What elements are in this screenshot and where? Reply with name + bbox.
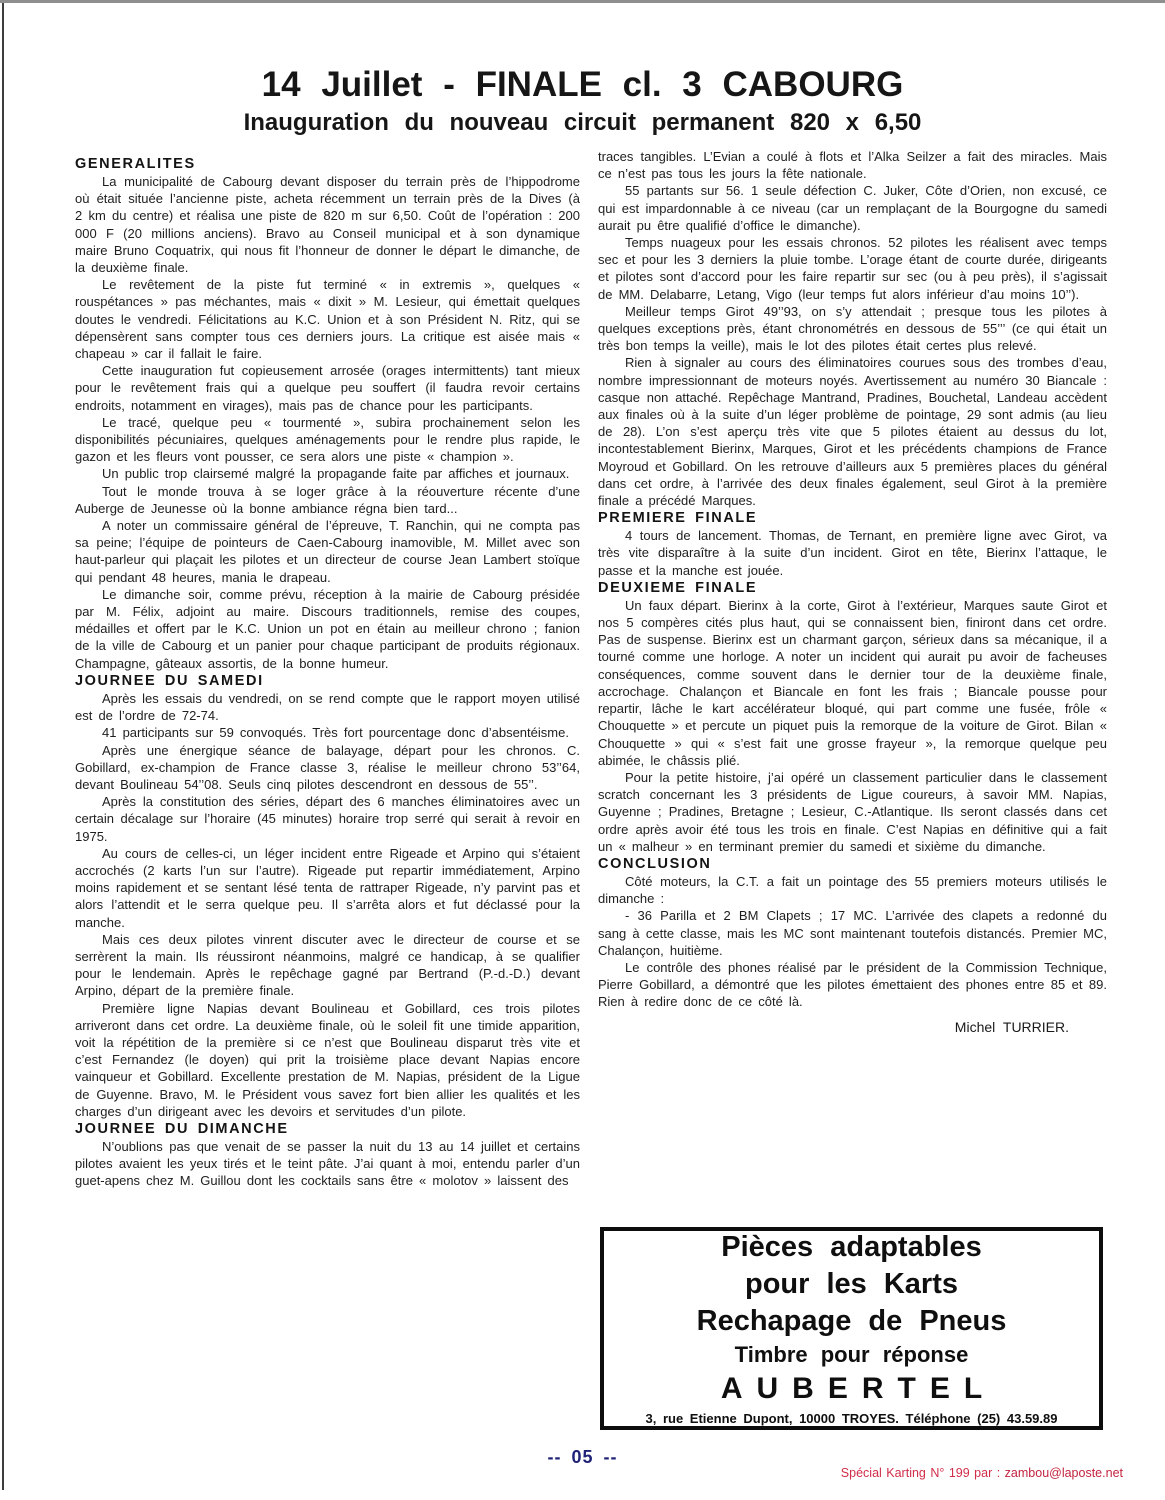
body-paragraph: La municipalité de Cabourg devant disposer du terrain près de l’hippodrome où était située l’ancienne piste, acheta récemment un terrain près de la Dives (à 2 km du centre) et réalisa une piste de 820 m sur 6,50. Coût de l’opération : 200 000 F (20 millions anciens). Bravo au Conseil municipal et à son dynamique maire Bruno Coquatrix, qui nous fit l’honneur de donner le départ le dimanche, de la deuxième finale. (75, 174, 580, 276)
author-signature: Michel TURRIER. (954, 1018, 1069, 1035)
page-number: -- 05 -- (547, 1447, 618, 1467)
credit-email: zambou@laposte.net (1004, 1466, 1123, 1480)
scan-credit (841, 1466, 1123, 1480)
body-paragraph: traces tangibles. L’Evian a coulé à flots et l’Alka Seilzer a fait des miracles. Mais ce n’est pas tous les jours la fête nationale. (598, 149, 1107, 182)
body-paragraph: Meilleur temps Girot 49’’93, on s’y attendait ; presque tous les pilotes à quelques exceptions près, étant chronométrés en dessous de 55’’’ (ce qui était un très bon temps la veille), mais le lot des pilotes était certes plus relevé. (598, 303, 1107, 354)
section-heading: DEUXIEME FINALE (598, 579, 758, 596)
body-paragraph: Le tracé, quelque peu « tourmenté », subira prochainement selon les disponibilités pécuniaires, quelques aménagements pour le rendre plus rapide, le gazon et les fleurs vont pousser, ce sera alors une piste « champion ». (75, 414, 580, 465)
ad-line-rechapage: Rechapage de Pneus (696, 1304, 1007, 1337)
ad-line-karts: pour les Karts (745, 1267, 958, 1300)
ad-line-timbre: Timbre pour réponse (734, 1341, 969, 1367)
right-column-blocks (598, 148, 1107, 1011)
section-heading: JOURNEE DU DIMANCHE (75, 1120, 289, 1137)
article-header (0, 64, 1165, 138)
body-paragraph: Tout le monde trouva à se loger grâce à la réouverture récente d’une Auberge de Jeunesse où la bonne ambiance régna bien tard... (75, 483, 580, 516)
page-title: 14 Juillet - FINALE cl. 3 CABOURG (261, 65, 904, 104)
section-heading: CONCLUSION (598, 855, 712, 872)
body-paragraph: 55 partants sur 56. 1 seule défection C. Juker, Côte d’Orien, non excusé, ce qui est impardonnable à ce niveau (car un remplaçant de la Bourgogne du samedi aurait pu être qualifié d’office le dimanche). (598, 183, 1107, 233)
body-paragraph: Le revêtement de la piste fut terminé « in extremis », quelques « rouspétances » pas méchantes, mais « dixit » M. Lesieur, qui émettait quelques doutes le vendredi. Félicitations au K.C. Union et à son Président N. Ritz, qui se dépensèrent sans compter tous ces derniers jours. La critique est aisée mais « chapeau » car il fallait le faire. (75, 277, 580, 362)
aubertel-ad-box (600, 1227, 1103, 1430)
body-paragraph: Après la constitution des séries, départ des 6 manches éliminatoires avec un certain décalage sur l’horaire (45 minutes) horaire trop serré qui serait à revoir en 1975. (75, 794, 580, 844)
body-paragraph: Côté moteurs, la C.T. a fait un pointage des 55 premiers moteurs utilisés le dimanche : (598, 873, 1107, 907)
body-paragraph: Mais ces deux pilotes vinrent discuter avec le directeur de course et se serrèrent la main. Ils réussiront néanmoins, malgré ce handicap, à se qualifier pour le lendemain. Après le repêchage gagné par Bertrand (P.-d.-D.) devant Arpino, départ de la première finale. (75, 931, 580, 999)
section-heading: GENERALITES (75, 156, 196, 172)
body-paragraph: Le dimanche soir, comme prévu, réception à la mairie de Cabourg présidée par M. Félix, adjoint au maire. Discours traditionnels, remise des coupes, médailles et offert par le K.C. Union un pot en étain au meilleur chrono ; fanion de la ville de Cabourg et un panier pour chaque participant de produits régionaux. Champagne, gâteaux assortis, de la bonne humeur. (75, 586, 580, 671)
scan-edge-left (2, 3, 4, 1490)
body-paragraph: Cette inauguration fut copieusement arrosée (orages intermittents) tant mieux pour le revêtement frais qui a quelque peu souffert (il faudra revoir certains endroits, notamment en virages), mais pas de chance pour les participants. (75, 363, 580, 413)
body-paragraph: N’oublions pas que venait de se passer la nuit du 13 au 14 juillet et certains pilotes avaient les yeux tirés et le teint pâte. J’ai quant à moi, entendu parler d’un guet-apens chez M. Guillou dont les cocktails sans être « molotov » laissent des (75, 1138, 580, 1189)
ad-line-pieces: Pièces adaptables (721, 1230, 982, 1263)
right-column (598, 148, 1107, 1035)
ad-brand-name: AUBERTEL (720, 1371, 997, 1405)
body-paragraph: Un faux départ. Bierinx à la corte, Girot à l’extérieur, Marques saute Girot et nos 5 compères cités plus haut, qui se connaissent bien, finiront dans cet ordre. Pas de suspense. Bierinx est un charmant garçon, sérieux dans sa mécanique, il a tourné comme une horloge. A noter un incident qui aurait pu avoir de facheuses conséquences, comme souvent dans le dernier tour de la deuxième finale, accrochage. Chalançon et Biancale en font les frais ; Biancale pousse pour repartir, lâche le kart accélérateur bloqué, qui part comme une fusée, frôle « Chouquette » et percute un piquet puis la remorque de la voiture de Girot. Bilan « Chouquette » qui « s’est fait une grosse frayeur », la remorque quelque peu abimée, le châssis plié. (598, 597, 1107, 768)
body-paragraph: - 36 Parilla et 2 BM Clapets ; 17 MC. L’arrivée des clapets a redonné du sang à cette classe, mais les MC sont maintenant toutefois distancés. Premier MC, Chalançon, huitième. (598, 908, 1107, 958)
body-paragraph: Le contrôle des phones réalisé par le président de la Commission Technique, Pierre Gobillard, a démontré que les pilotes émettaient des phones entre 85 et 89. Rien à redire donc de ce côté là. (598, 959, 1107, 1010)
body-paragraph: Pour la petite histoire, j’ai opéré un classement particulier dans le classement scratch concernant les 3 présidents de Ligue coureurs, à savoir MM. Napias, Guyenne ; Pradines, Bretagne ; Lesieur, C.-Atlantique. Ils seront classés dans cet ordre après avoir été tous les trois en finale. C’est Napias en définitive qui a fait un « malheur » en terminant premier du samedi et sixième du dimanche. (598, 769, 1107, 854)
body-paragraph: 41 participants sur 59 convoqués. Très fort pourcentage donc d’absentéisme. (102, 725, 569, 741)
ad-address: 3, rue Etienne Dupont, 10000 TROYES. Téléphone (25) 43.59.89 (645, 1410, 1058, 1426)
left-column (75, 155, 580, 1190)
section-heading: PREMIERE FINALE (598, 510, 758, 527)
body-paragraph: Première ligne Napias devant Boulineau et Gobillard, ces trois pilotes arriveront dans cet ordre. La deuxième finale, où le soleil fit une timide apparition, voit la répétition de la première si ce n’est que Boulineau disparut très vite et c’est Fernandez (le doyen) qui prit la troisième place devant Napias encore vainqueur et Gobillard. Excellente prestation de M. Napias, président de la Ligue de Guyenne. Bravo, M. le Président vous savez fort bien allier les qualités et les charges d’un dirigeant avec les devoirs et servitudes d’un pilote. (75, 1000, 580, 1119)
body-paragraph: A noter un commissaire général de l’épreuve, T. Ranchin, qui ne compta pas sa peine; l’équipe de pointeurs de Caen-Cabourg inamovible, M. Millet avec son haut-parleur qui plaçait les pilotes et un directeur de course Jean Lambert stoïque qui pendant 48 heures, mania le drapeau. (75, 518, 580, 585)
credit-label: Spécial Karting N° 199 par : (840, 1466, 1001, 1480)
body-paragraph: Temps nuageux pour les essais chronos. 52 pilotes les réalisent avec temps sec et pour les 3 derniers la pluie tombe. L’orage étant de courte durée, dirigeants et pilotes sont d’accord pour les faire repartir sur sec (ou à peu près), il s’agissait de MM. Delabarre, Letang, Vigo (leur temps fut alors inférieur d’au moins 10’’). (598, 235, 1107, 302)
body-paragraph: Un public trop clairsemé malgré la propagande faite par affiches et journaux. (102, 466, 570, 482)
body-paragraph: Après une énergique séance de balayage, départ pour les chronos. C. Gobillard, ex-champion de France classe 3, réalise le meilleur chrono 53’’64, devant Boulineau 54’’08. Seuls cinq pilotes descendront en dessous de 55’’. (75, 742, 580, 792)
scan-edge-top (0, 0, 1165, 3)
body-paragraph: 4 tours de lancement. Thomas, de Ternant, en première ligne avec Girot, va très vite disparaître à la suite d’un incident. Girot en tête, Bierinx l’attaque, le passe et la manche est jouée. (598, 528, 1107, 578)
body-paragraph: Après les essais du vendredi, on se rend compte que le rapport moyen utilisé est de l’ordre de 72-74. (75, 690, 580, 724)
section-heading: JOURNEE DU SAMEDI (75, 672, 264, 689)
body-paragraph: Rien à signaler au cours des éliminatoires courues sous des trombes d’eau, nombre impressionnant de moteurs noyés. Avertissement au numéro 30 Biancale : casque non attaché. Repêchage Mantrand, Pradines, Bouchetal, Landeau accèdent aux finales où à la suite d’un léger problème de pointage, 29 sont admis (au lieu de 28). L’on s’est aperçu très vite que 5 pilotes étaient au dessus du lot, incontestablement Bierinx, Marques, Girot et les précédents champions de France Moyroud et Gobillard. On les retrouve d’ailleurs aux 5 premières places du général dans cet ordre, à l’arrivée des deux finales également, seul Girot à la première finale a précédé Marques. (598, 355, 1107, 509)
body-paragraph: Au cours de celles-ci, un léger incident entre Rigeade et Arpino qui s’étaient accrochés (2 karts l’un sur l’autre). Rigeade put repartir immédiatement, Arpino moins rapidement et se sentant lésé tenta de rattraper Rigeade, n’y parvint pas et alors l’attendit et le serra quelque peu. Il s’arrêta alors et fut déclassé pour la manche. (75, 845, 580, 930)
page-subtitle: Inauguration du nouveau circuit permanent 820 x 6,50 (243, 109, 922, 136)
